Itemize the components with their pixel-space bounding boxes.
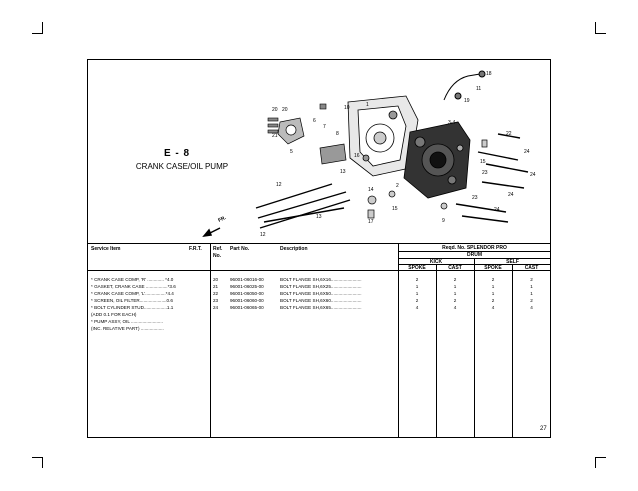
callout-label: 12	[260, 232, 266, 238]
qty-kick-cast: 2	[453, 277, 457, 282]
qty-kick-cast: 4	[453, 305, 457, 310]
header-reqd: Reqd. No. SPLENDOR PRO	[442, 245, 507, 251]
front-arrow	[204, 228, 220, 236]
service-item: * CRANK CASE COMP, 'L'................*4.4	[91, 291, 174, 296]
callout-label: 16	[354, 153, 360, 159]
diagram-title: CRANK CASE/OIL PUMP	[135, 162, 229, 171]
callout-label: 19	[464, 98, 470, 104]
callout-label: 14	[368, 187, 374, 193]
qty-kick-cast: 2	[453, 298, 457, 303]
col-divider	[210, 243, 211, 438]
part-no: 96001-06060-00	[230, 298, 264, 303]
header-frt: F.R.T.	[189, 246, 202, 252]
qty-self-cast: 1	[530, 284, 533, 289]
callout-label: 9	[442, 218, 445, 224]
qty-kick-spoke: 2	[415, 277, 419, 282]
header-drum: DRUM	[467, 252, 482, 258]
description: BOLT FLANGE SH,6X65........................	[280, 305, 362, 310]
header-self: SELF	[506, 258, 519, 265]
callout-label: 23	[472, 195, 478, 201]
callout-label: 21	[272, 133, 278, 139]
part-no: 96001-06065-00	[230, 305, 264, 310]
header-part-no: Part No.	[230, 246, 250, 252]
part-no: 96001-06050-00	[230, 291, 264, 296]
crop-mark-bottom-left	[42, 457, 43, 468]
callout-label: 22	[506, 131, 512, 137]
header-ref-no: Ref. No.	[213, 246, 223, 259]
service-item: * SCREEN, OIL FILTER.....................0.6	[91, 298, 173, 303]
header-kick: KICK	[429, 258, 443, 265]
service-item: (ADD 0.1 FOR EACH)	[91, 312, 137, 317]
service-item: * BOLT CYLINDER STUD..................1.1	[91, 305, 174, 310]
callout-label: 3-4	[448, 120, 456, 126]
crop-mark-bottom-right	[595, 457, 606, 458]
header-description: Description	[280, 246, 308, 252]
callout-label: 17	[368, 219, 374, 225]
callout-label: 2	[396, 183, 399, 189]
page-number: 27	[540, 426, 547, 432]
callout-label: 24	[494, 207, 500, 213]
crop-mark-bottom-right	[595, 457, 596, 468]
header-kick-spoke: SPOKE	[408, 265, 426, 271]
callout-label: 15	[392, 206, 398, 212]
callout-label: 13	[340, 169, 346, 175]
header-kick-cast: CAST	[448, 265, 462, 271]
service-item: * GASKET, CRANK CASE .................*3.6	[91, 284, 176, 289]
header-self-spoke: SPOKE	[484, 265, 502, 271]
callout-label: 7	[323, 124, 326, 130]
callout-label: 8	[336, 131, 339, 137]
callout-label: 15	[480, 159, 486, 165]
description: BOLT FLANGE SH,6X50........................	[280, 291, 362, 296]
ref-no: 20	[213, 277, 219, 282]
qty-self-cast: 2	[530, 298, 533, 303]
qty-kick-spoke: 1	[415, 284, 419, 289]
ref-no: 24	[213, 305, 219, 310]
front-label: FR.	[217, 214, 228, 224]
qty-self-cast: 1	[530, 291, 533, 296]
description: BOLT FLANGE SH,6X60........................	[280, 298, 362, 303]
col-divider	[398, 243, 399, 438]
callout-label: 18	[486, 71, 492, 77]
table-top-rule	[87, 243, 551, 244]
callout-label: 6	[313, 118, 316, 124]
crop-mark-top-left	[32, 33, 43, 34]
qty-self-spoke: 2	[491, 277, 495, 282]
ref-no: 21	[213, 284, 219, 289]
oil-pump	[278, 118, 346, 164]
part-no: 96001-06025-00	[230, 284, 264, 289]
crop-mark-top-right	[595, 22, 596, 33]
callout-label: 23	[482, 170, 488, 176]
qty-self-spoke: 1	[491, 291, 495, 296]
diagram-code: E - 8	[163, 148, 191, 159]
crank-case-left	[404, 122, 470, 198]
qty-self-cast: 4	[530, 305, 533, 310]
qty-kick-spoke: 4	[415, 305, 419, 310]
qty-self-spoke: 1	[491, 284, 495, 289]
qty-kick-cast: 1	[453, 291, 457, 296]
stud-bolts	[256, 184, 350, 228]
qty-self-cast: 2	[530, 277, 533, 282]
description: BOLT FLANGE SH,6X25........................	[280, 284, 362, 289]
service-item: * PUMP ASSY, OIL .........................	[91, 319, 163, 324]
qty-kick-spoke: 1	[415, 291, 419, 296]
ref-no: 23	[213, 298, 219, 303]
qty-self-spoke: 4	[491, 305, 495, 310]
callout-label: 20	[272, 107, 278, 113]
header-service-item: Service Item	[91, 246, 121, 252]
crop-mark-top-left	[42, 22, 43, 33]
callout-label: 1	[366, 102, 369, 108]
callout-label: 5	[290, 149, 293, 155]
callout-label: 24	[530, 172, 536, 178]
callout-label: 13	[316, 214, 322, 220]
callout-label: 10	[344, 105, 350, 111]
callout-label: 20	[282, 107, 288, 113]
qty-kick-cast: 1	[453, 284, 457, 289]
callout-label: 11	[476, 86, 482, 92]
service-item: * CRANK CASE COMP, 'R' ............. *4.0	[91, 277, 174, 282]
callout-label: 24	[508, 192, 514, 198]
crop-mark-top-right	[595, 33, 606, 34]
part-no: 96001-06016-00	[230, 277, 264, 282]
description: BOLT FLANGE SH,6X16........................	[280, 277, 362, 282]
header-self-cast: CAST	[524, 265, 539, 271]
callout-label: 12	[276, 182, 282, 188]
service-item: (INC. RELATIVE PART) ..................	[91, 326, 164, 331]
ref-no: 22	[213, 291, 219, 296]
qty-kick-spoke: 2	[415, 298, 419, 303]
callout-label: 24	[524, 149, 530, 155]
crop-mark-bottom-left	[32, 457, 43, 458]
qty-self-spoke: 2	[491, 298, 495, 303]
